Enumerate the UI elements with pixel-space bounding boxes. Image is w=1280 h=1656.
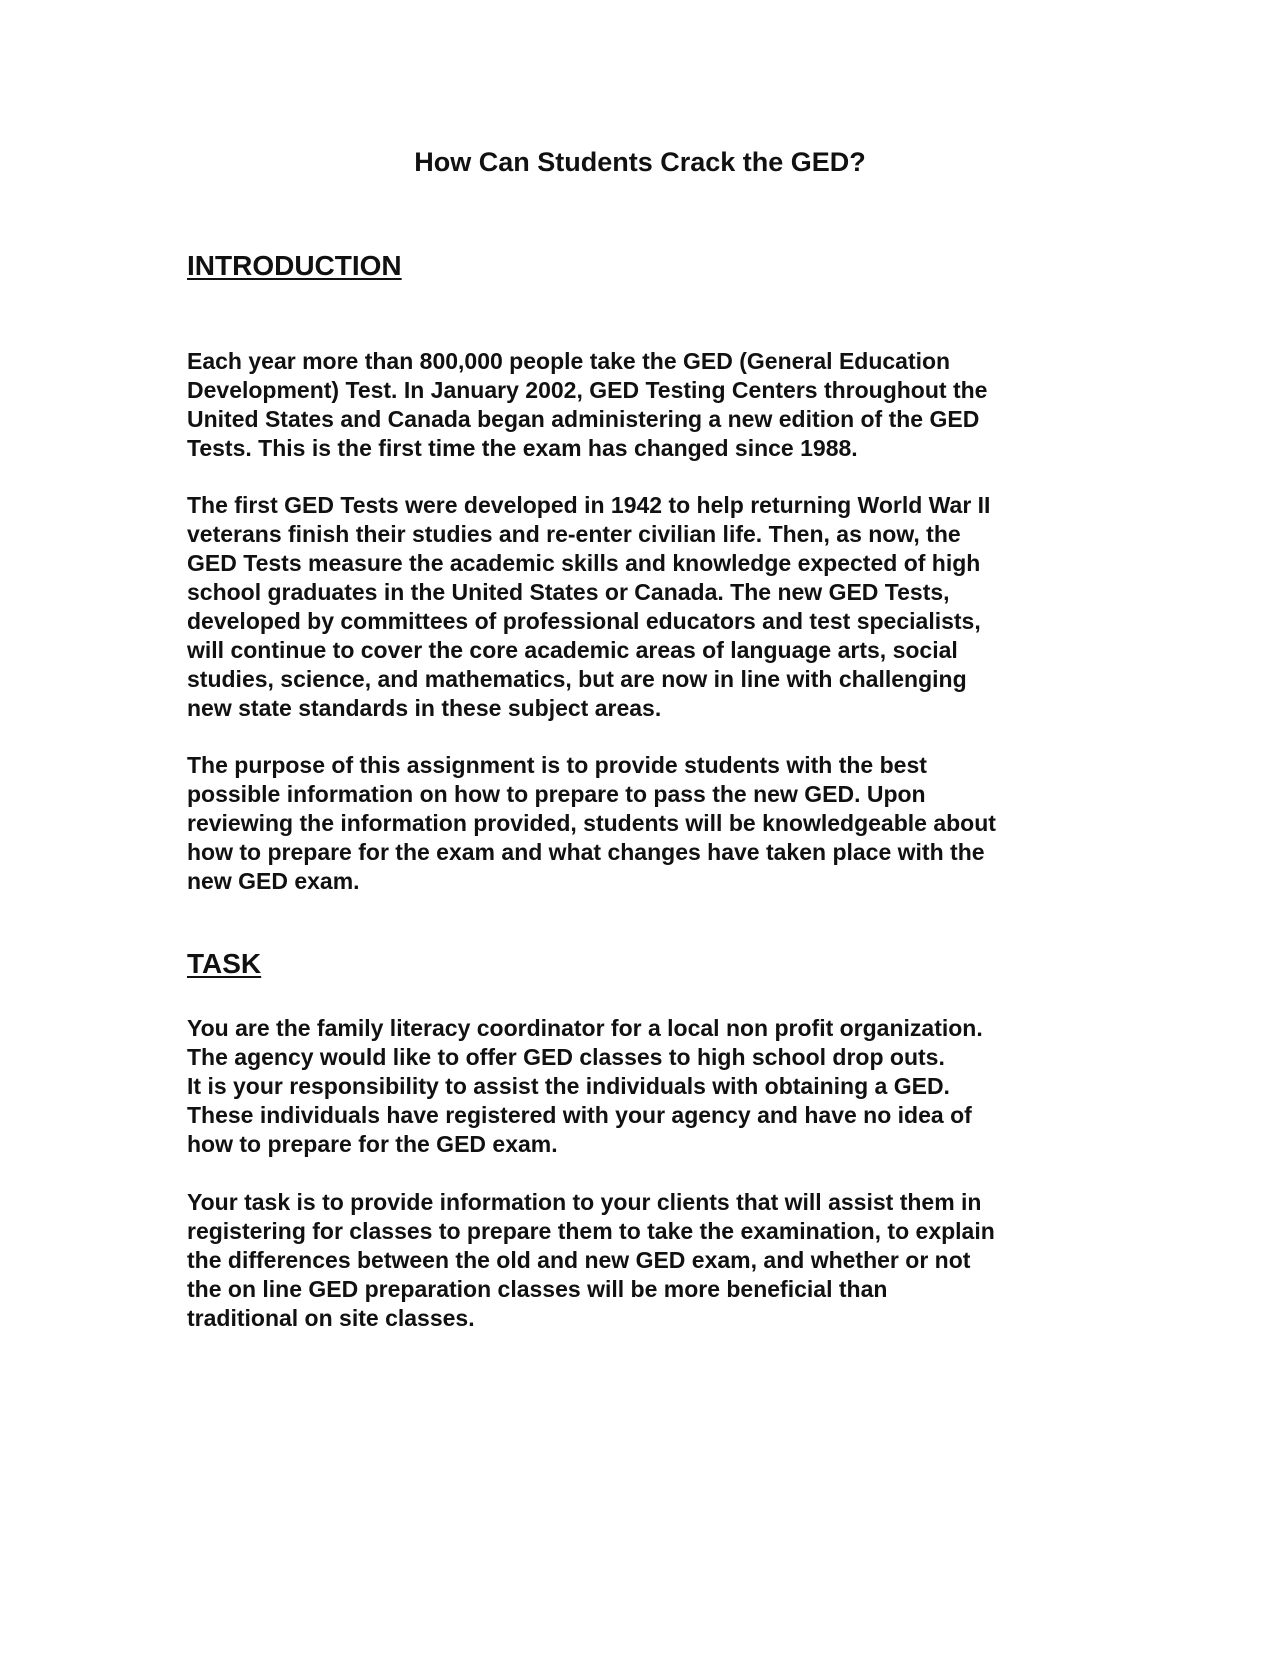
paragraph-introduction-1 [187,347,1087,463]
text-line: how to prepare for the exam and what changes have taken place with the [187,839,985,865]
text-line: new state standards in these subject areas. [187,695,662,721]
text-line: The agency would like to offer GED classes to high school drop outs. [187,1044,945,1070]
text-line: possible information on how to prepare to pass the new GED. Upon [187,781,926,807]
section-heading-task: TASK [187,948,262,979]
text-line: developed by committees of professional educators and test specialists, [187,608,981,634]
text-line: Your task is to provide information to your clients that will assist them in [187,1189,982,1215]
text-line: It is your responsibility to assist the individuals with obtaining a GED. [187,1073,950,1099]
text-line: the differences between the old and new GED exam, and whether or not [187,1247,971,1273]
text-line: Tests. This is the first time the exam has changed since 1988. [187,435,858,461]
text-line: school graduates in the United States or Canada. The new GED Tests, [187,579,950,605]
text-line: Each year more than 800,000 people take the GED (General Education [187,348,951,374]
text-line: studies, science, and mathematics, but are now in line with challenging [187,666,967,692]
text-line: United States and Canada began administering a new edition of the GED [187,406,980,432]
text-line: veterans finish their studies and re-enter civilian life. Then, as now, the [187,521,961,547]
section-heading-introduction: INTRODUCTION [187,250,402,281]
text-line: You are the family literacy coordinator for a local non profit organization. [187,1015,983,1041]
text-line: reviewing the information provided, students will be knowledgeable about [187,810,996,836]
text-line: GED Tests measure the academic skills and knowledge expected of high [187,550,981,576]
text-line: traditional on site classes. [187,1305,475,1331]
text-line: Development) Test. In January 2002, GED Testing Centers throughout the [187,377,988,403]
text-line: new GED exam. [187,868,360,894]
text-line: registering for classes to prepare them to take the examination, to explain [187,1218,995,1244]
text-line: The first GED Tests were developed in 1942 to help returning World War II [187,492,991,518]
page-title: How Can Students Crack the GED? [414,147,866,177]
paragraph-task-1 [187,1014,1087,1159]
text-line: The purpose of this assignment is to provide students with the best [187,752,927,778]
paragraph-task-2 [187,1188,1087,1333]
paragraph-introduction-3 [187,751,1087,896]
text-line: These individuals have registered with your agency and have no idea of [187,1102,972,1128]
text-line: how to prepare for the GED exam. [187,1131,558,1157]
paragraph-introduction-2 [187,491,1087,723]
text-line: will continue to cover the core academic areas of language arts, social [187,637,958,663]
text-line: the on line GED preparation classes will be more beneficial than [187,1276,888,1302]
